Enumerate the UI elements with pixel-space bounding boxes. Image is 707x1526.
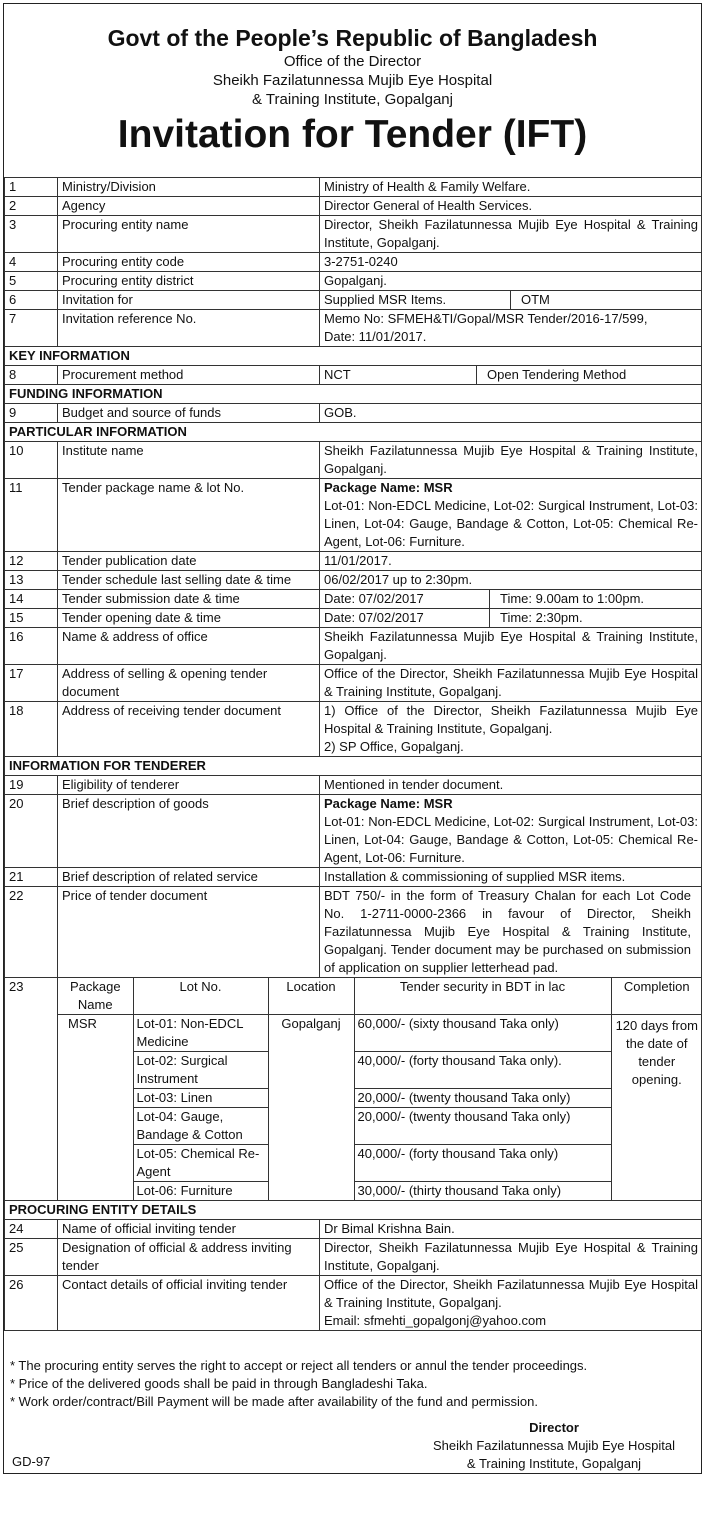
table-row: [5, 609, 702, 628]
row-label: Procuring entity district: [58, 272, 320, 291]
row-value: Director, Sheikh Fazilatunnessa Mujib Eye Hospital & Training Institute, Gopalganj.: [320, 216, 702, 253]
row-value: Director, Sheikh Fazilatunnessa Mujib Eye Hospital & Training Institute, Gopalganj.: [320, 1239, 702, 1276]
tender-table: [4, 177, 702, 1331]
office-line: Office of the Director: [283, 53, 422, 70]
section-tenderer-information: INFORMATION FOR TENDERER: [5, 757, 702, 776]
row-label: Institute name: [58, 442, 320, 479]
row-label: Ministry/Division: [58, 178, 320, 197]
receiving-address-2: 2) SP Office, Gopalganj.: [324, 739, 464, 754]
lot-list: Lot-01: Non-EDCL Medicine, Lot-02: Surgical Instrument, Lot-03: Linen, Lot-04: Gauge, Bandage & Cotton, Lot-05: Chemical Re-Agent, Lot-06: Furniture.: [324, 498, 698, 549]
table-row: [5, 197, 702, 216]
row-label: Contact details of official inviting tender: [58, 1276, 320, 1331]
security-cell: 40,000/- (forty thousand Taka only).: [354, 1052, 611, 1089]
row-value: [320, 479, 702, 552]
lot-row: [58, 1015, 702, 1052]
row-value: Ministry of Health & Family Welfare.: [320, 178, 702, 197]
lot-cell: Lot-02: Surgical Instrument: [133, 1052, 268, 1089]
table-row: [5, 702, 702, 757]
page-title: Invitation for Tender (IFT): [117, 113, 588, 156]
lot-cell: Lot-04: Gauge, Bandage & Cotton: [133, 1108, 268, 1145]
row-label: Price of tender document: [58, 887, 320, 978]
signature-block: [424, 1419, 684, 1473]
location-cell: Gopalganj: [268, 1015, 354, 1201]
section-procuring-entity: PROCURING ENTITY DETAILS: [5, 1201, 702, 1220]
row-label: Tender publication date: [58, 552, 320, 571]
table-row: [5, 1239, 702, 1276]
row-number: 6: [5, 291, 58, 310]
row-number: 23: [5, 978, 58, 1201]
row-value: Sheikh Fazilatunnessa Mujib Eye Hospital & Training Institute, Gopalganj.: [320, 628, 702, 665]
lot-row: [58, 1145, 702, 1182]
contact-email: Email: sfmehti_gopalgonj@yahoo.com: [324, 1313, 547, 1328]
table-row: [5, 868, 702, 887]
tender-notice: [3, 3, 702, 1474]
security-cell: 40,000/- (forty thousand Taka only): [354, 1145, 611, 1182]
lot-security-cell: [58, 978, 702, 1201]
row-value: Installation & commissioning of supplied MSR items.: [320, 868, 702, 887]
header-lot: Lot No.: [133, 978, 268, 1015]
signature-line-2: & Training Institute, Gopalganj: [466, 1456, 642, 1471]
row-label: Brief description of goods: [58, 795, 320, 868]
row-value: BDT 750/- in the form of Treasury Chalan for each Lot Code No. 1-2711-0000-2366 in favour of Director, Sheikh Fazilatunnessa Mujib Eye Hospital & Training Institute, Gopalganj. Tender document may be purchased on submission of application on supplier letterhead pad.: [320, 887, 702, 978]
header-package: Package Name: [69, 979, 121, 1012]
row-value: Gopalganj.: [320, 272, 702, 291]
package-cell: MSR: [58, 1015, 133, 1201]
hospital-line-2: & Training Institute, Gopalganj: [252, 91, 453, 108]
section-row: [5, 347, 702, 366]
security-cell: 60,000/- (sixty thousand Taka only): [354, 1015, 611, 1052]
notes: [10, 1357, 587, 1411]
package-name: Package Name: MSR: [324, 796, 453, 811]
row-number: 11: [5, 479, 58, 552]
table-row: [5, 178, 702, 197]
section-funding-information: FUNDING INFORMATION: [5, 385, 702, 404]
row-number: 19: [5, 776, 58, 795]
table-row: [5, 442, 702, 479]
lot-cell: Lot-01: Non-EDCL Medicine: [133, 1015, 268, 1052]
section-row: [5, 1201, 702, 1220]
row-number: 22: [5, 887, 58, 978]
package-name: Package Name: MSR: [324, 480, 453, 495]
section-row: [5, 757, 702, 776]
row-number: 25: [5, 1239, 58, 1276]
row-number: 12: [5, 552, 58, 571]
row-label: Agency: [58, 197, 320, 216]
row-value: [320, 291, 702, 310]
row-number: 1: [5, 178, 58, 197]
notice-header: [4, 24, 701, 158]
table-row: [5, 479, 702, 552]
row-value: 06/02/2017 up to 2:30pm.: [320, 571, 702, 590]
row-label: Address of receiving tender document: [58, 702, 320, 757]
table-row: [5, 216, 702, 253]
row-label: Tender schedule last selling date & time: [58, 571, 320, 590]
row-value: [320, 1276, 702, 1331]
row-number: 4: [5, 253, 58, 272]
lot-cell: Lot-05: Chemical Re-Agent: [133, 1145, 268, 1182]
section-key-information: KEY INFORMATION: [5, 347, 702, 366]
contact-address: Office of the Director, Sheikh Fazilatunnessa Mujib Eye Hospital & Training Institute, Gopalganj.: [324, 1277, 698, 1310]
row-number: 16: [5, 628, 58, 665]
row-label: Procuring entity code: [58, 253, 320, 272]
signature-line-1: Sheikh Fazilatunnessa Mujib Eye Hospital: [432, 1438, 676, 1453]
row-number: 13: [5, 571, 58, 590]
procurement-type: NCT: [324, 367, 351, 382]
row-label: Tender opening date & time: [58, 609, 320, 628]
memo-date: Date: 11/01/2017.: [324, 329, 427, 344]
row-value: [320, 609, 702, 628]
signature-title: Director: [529, 1420, 579, 1435]
lot-list: Lot-01: Non-EDCL Medicine, Lot-02: Surgical Instrument, Lot-03: Linen, Lot-04: Gauge, Bandage & Cotton, Lot-05: Chemical Re-Agent, Lot-06: Furniture.: [324, 814, 698, 865]
row-label: Invitation for: [58, 291, 320, 310]
row-number: 14: [5, 590, 58, 609]
row-label: Eligibility of tenderer: [58, 776, 320, 795]
note-item: * Price of the delivered goods shall be paid in through Bangladeshi Taka.: [10, 1376, 428, 1391]
security-cell: 20,000/- (twenty thousand Taka only): [354, 1108, 611, 1145]
row-number: 26: [5, 1276, 58, 1331]
row-number: 18: [5, 702, 58, 757]
memo-number: Memo No: SFMEH&TI/Gopal/MSR Tender/2016-17/599,: [324, 311, 648, 326]
table-row: [5, 795, 702, 868]
row-number: 21: [5, 868, 58, 887]
lot-cell: Lot-03: Linen: [133, 1089, 268, 1108]
note-item: * The procuring entity serves the right to accept or reject all tenders or annul the tender proceedings.: [10, 1358, 588, 1373]
row-number: 15: [5, 609, 58, 628]
row-number: 10: [5, 442, 58, 479]
footer-code: GD-97: [12, 1454, 51, 1469]
table-row: [5, 887, 702, 978]
row-label: Budget and source of funds: [58, 404, 320, 423]
row-label: Brief description of related service: [58, 868, 320, 887]
table-row: [5, 978, 702, 1201]
government-title: Govt of the People’s Republic of Bangladesh: [107, 25, 598, 51]
table-row: [5, 1220, 702, 1239]
table-row: [5, 253, 702, 272]
security-cell: 20,000/- (twenty thousand Taka only): [354, 1089, 611, 1108]
table-row: [5, 571, 702, 590]
row-value: 11/01/2017.: [320, 552, 702, 571]
row-label: Procuring entity name: [58, 216, 320, 253]
opening-date: Date: 07/02/2017: [324, 610, 424, 625]
row-label: Tender submission date & time: [58, 590, 320, 609]
submission-time: Time: 9.00am to 1:00pm.: [489, 590, 644, 608]
table-row: [5, 628, 702, 665]
row-value: [320, 310, 702, 347]
row-value: [320, 702, 702, 757]
hospital-line-1: Sheikh Fazilatunnessa Mujib Eye Hospital: [212, 72, 493, 89]
lot-row: [58, 1089, 702, 1108]
row-number: 3: [5, 216, 58, 253]
table-row: [5, 272, 702, 291]
submission-date: Date: 07/02/2017: [324, 591, 424, 606]
table-row: [5, 291, 702, 310]
table-row: [5, 590, 702, 609]
section-row: [5, 385, 702, 404]
row-number: 7: [5, 310, 58, 347]
procurement-method: Open Tendering Method: [476, 366, 626, 384]
row-number: 20: [5, 795, 58, 868]
completion-cell: 120 days from the date of tender opening.: [611, 1015, 702, 1201]
row-label: Designation of official & address inviting tender: [58, 1239, 320, 1276]
invitation-for-value: Supplied MSR Items.: [324, 292, 447, 307]
row-number: 24: [5, 1220, 58, 1239]
table-row: [5, 1276, 702, 1331]
table-row: [5, 366, 702, 385]
row-number: 8: [5, 366, 58, 385]
note-item: * Work order/contract/Bill Payment will be made after availability of the fund and permission.: [10, 1394, 538, 1409]
row-value: 3-2751-0240: [320, 253, 702, 272]
row-label: Invitation reference No.: [58, 310, 320, 347]
row-label: Name & address of office: [58, 628, 320, 665]
row-value: Mentioned in tender document.: [320, 776, 702, 795]
header-location: Location: [268, 978, 354, 1015]
row-value: [320, 590, 702, 609]
lot-row: [58, 1182, 702, 1201]
lot-table-header: [58, 978, 702, 1015]
row-label: Tender package name & lot No.: [58, 479, 320, 552]
table-row: [5, 776, 702, 795]
row-number: 2: [5, 197, 58, 216]
section-row: [5, 423, 702, 442]
row-value: Office of the Director, Sheikh Fazilatunnessa Mujib Eye Hospital & Training Institute, Gopalganj.: [320, 665, 702, 702]
row-number: 5: [5, 272, 58, 291]
table-row: [5, 404, 702, 423]
lot-row: [58, 1108, 702, 1145]
row-value: GOB.: [320, 404, 702, 423]
invitation-type: OTM: [510, 291, 550, 309]
table-row: [5, 552, 702, 571]
lot-cell: Lot-06: Furniture: [133, 1182, 268, 1201]
row-label: Procurement method: [58, 366, 320, 385]
row-value: [320, 795, 702, 868]
header-security: Tender security in BDT in lac: [354, 978, 611, 1015]
row-number: 9: [5, 404, 58, 423]
row-label: Name of official inviting tender: [58, 1220, 320, 1239]
row-value: Sheikh Fazilatunnessa Mujib Eye Hospital & Training Institute, Gopalganj.: [320, 442, 702, 479]
row-value: [320, 366, 702, 385]
lot-row: [58, 1052, 702, 1089]
row-value: Director General of Health Services.: [320, 197, 702, 216]
section-particular-information: PARTICULAR INFORMATION: [5, 423, 702, 442]
row-number: 17: [5, 665, 58, 702]
table-row: [5, 665, 702, 702]
security-cell: 30,000/- (thirty thousand Taka only): [354, 1182, 611, 1201]
lot-security-table: [58, 978, 702, 1200]
header-completion: Completion: [611, 978, 702, 1015]
row-value: Dr Bimal Krishna Bain.: [320, 1220, 702, 1239]
opening-time: Time: 2:30pm.: [489, 609, 583, 627]
row-label: Address of selling & opening tender document: [58, 665, 320, 702]
receiving-address-1: 1) Office of the Director, Sheikh Fazilatunnessa Mujib Eye Hospital & Training Institute, Gopalganj.: [324, 703, 698, 736]
table-row: [5, 310, 702, 347]
